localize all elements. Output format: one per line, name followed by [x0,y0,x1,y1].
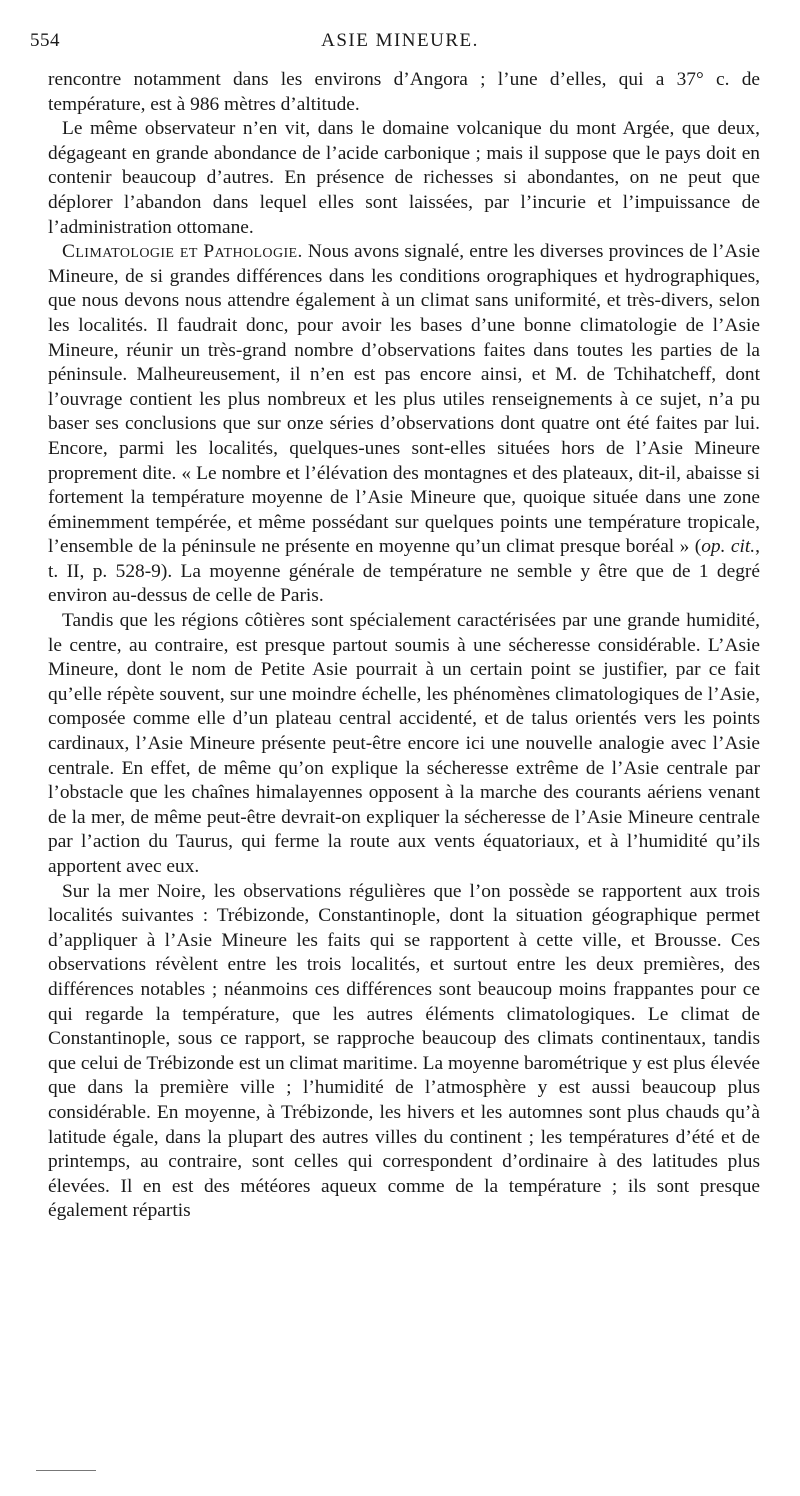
section-heading: Climatologie et Pathologie. [62,241,303,263]
paragraph-2 [48,117,760,240]
paragraph-3 [48,240,760,609]
paragraph-1 [48,68,760,117]
page-header [30,30,770,56]
footer-rule [36,1470,96,1471]
paragraph-text: Sur la mer Noire, les observations régulières que l’on possède se rapportent aux trois localités suivantes : Trébizonde, Constantinople, dont la situation géographique permet d’appliquer à l’Asie Mineure les faits qui se rapportent à cette ville, et Brousse. Ces observations révèlent entre les trois localités, et surtout entre les deux premières, des différences notables ; néanmoins ces différences sont beaucoup moins frappantes pour ce qui regarde la température, que les autres éléments climatologiques. Le climat de Constantinople, sous ce rapport, se rapproche beaucoup des climats continentaux, tandis que celui de Trébizonde est un climat maritime. La moyenne barométrique y est plus élevée que dans la première ville ; l’humidité de l’atmosphère y est aussi beaucoup plus considérable. En moyenne, à Trébizonde, les hivers et les automnes sont plus chauds qu’à latitude égale, dans la plupart des autres villes du continent ; les températures d’été et de printemps, au contraire, sont celles qui correspondent d’ordinaire à des latitudes plus élevées. Il en est des météores aqueux comme de la température ; ils sont presque également répartis [48,880,760,1222]
paragraph-5 [48,880,760,1224]
paragraph-text: rencontre notamment dans les environs d’Angora ; l’une d’elles, qui a 37° c. de température, est à 986 mètres d’altitude. [48,69,760,115]
page-number: 554 [30,30,60,51]
paragraph-text: Nous avons signalé, entre les diverses provinces de l’Asie Mineure, de si grandes différences dans les conditions orographiques et hydrographiques, que nous devons nous attendre également à un climat sans uniformité, et très-divers, selon les localités. Il faudrait donc, pour avoir les bases d’une bonne climatologie de l’Asie Mineure, réunir un très-grand nombre d’observations faites dans toutes les parties de la péninsule. Malheureusement, il n’en est pas encore ainsi, et M. de Tchihatcheff, dont l’ouvrage contient les plus nombreux et les plus utiles renseignements à ce sujet, n’a pu baser ses conclusions que sur onze séries d’observations dont quatre ont été faites par lui. Encore, parmi les localités, quelques-unes sont-elles situées hors de l’Asie Mineure proprement dite. « Le nombre et l’élévation des montagnes et des plateaux, dit-il, abaisse si fortement la température moyenne de l’Asie Mineure que, quoique située dans une zone éminemment tempérée, et même possédant sur quelques points une température tropicale, l’ensemble de la péninsule ne présente en moyenne qu’un climat presque boréal » ( [48,241,760,558]
citation: op. cit. [701,536,756,558]
running-title: ASIE MINEURE. [321,30,479,51]
paragraph-text: Le même observateur n’en vit, dans le domaine volcanique du mont Argée, que deux, dégageant en grande abondance de l’acide carbonique ; mais il suppose que le pays doit en contenir beaucoup d’autres. En présence de richesses si abondantes, on ne peut que déplorer l’abandon dans lequel elles sont laissées, par l’incurie et l’impuissance de l’administration ottomane. [48,118,760,238]
paragraph-text: Tandis que les régions côtières sont spécialement caractérisées par une grande humidité, le centre, au contraire, est presque partout soumis à une sécheresse considérable. L’Asie Mineure, dont le nom de Petite Asie pourrait à un certain point se justifier, par ce fait qu’elle répète souvent, sur une moindre échelle, les phénomènes climatologiques de l’Asie, composée comme elle d’un plateau central accidenté, et de talus orientés vers les points cardinaux, l’Asie Mineure présente peut-être encore ici une nouvelle analogie avec l’Asie centrale. En effet, de même qu’on explique la sécheresse extrême de l’Asie centrale par l’obstacle que les chaînes himalayennes opposent à la marche des courants aériens venant de la mer, de même peut-être devrait-on expliquer la sécheresse de l’Asie Mineure centrale par l’action du Taurus, qui ferme la route aux vents équatoriaux, et à l’humidité qu’ils apportent avec eux. [48,610,760,877]
paragraph-text-tail: , t. II, p. 528-9). La moyenne générale de température ne semble y être que de 1 degré environ au-dessus de celle de Paris. [48,536,760,607]
paragraph-4 [48,609,760,880]
body-text [48,68,760,1224]
